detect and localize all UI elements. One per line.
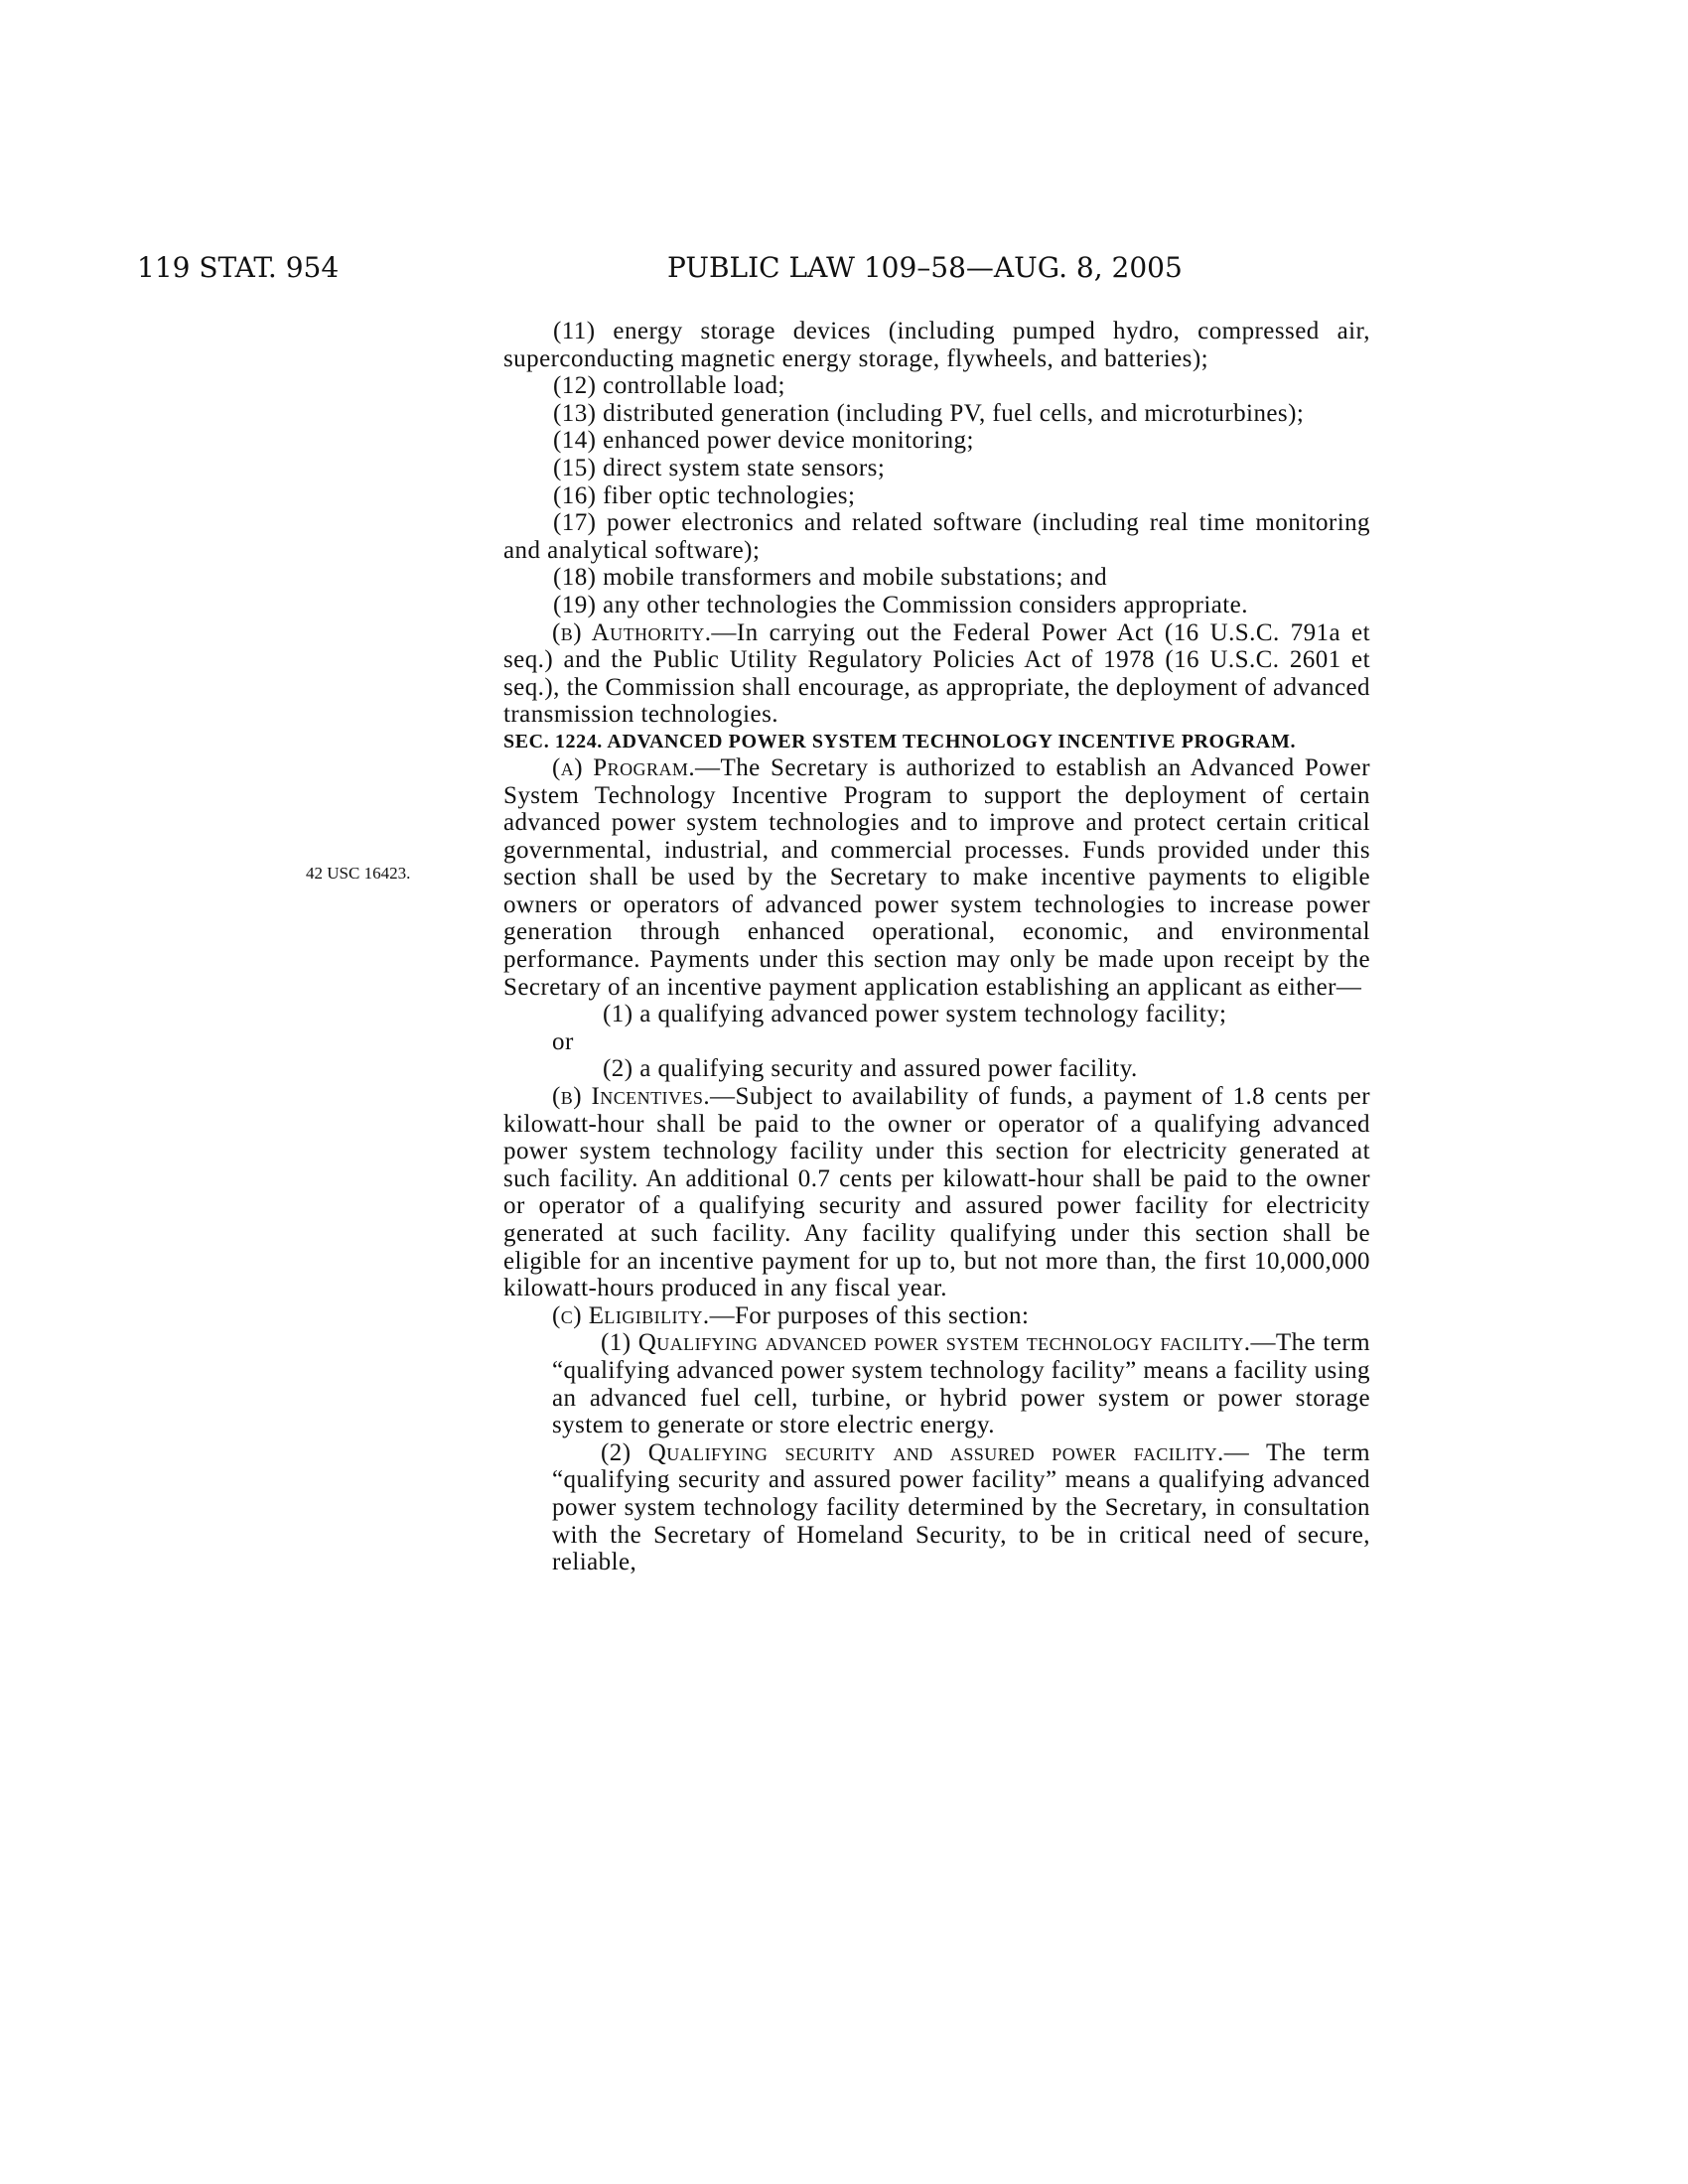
eligibility-text: —For purposes of this section: [709, 1301, 1030, 1329]
list-item-18: (18) mobile transformers and mobile substations; and [553, 564, 1108, 592]
incentives-text: —Subject to availability of funds, a payment of 1.8 cents per kilowatt-hour shall be paid to the owner or operator of a qualifying advanced power system technology facility under this section for electricity generated at such facility. An additional 0.7 cents per kilowatt-hour shall be paid to the owner or operator of a qualifying security and assured power facility for electricity generated at such facility. Any facility qualifying under this section shall be eligible for an incentive payment for up to, but not more than, the first 10,000,000 kilowatt-hours produced in any fiscal year. [503, 1083, 1370, 1302]
usc-margin-citation: 42 USC 16423. [306, 864, 411, 883]
definition-2-text: — The term “qualifying security and assured power facility” means a qualifying advanced power system technology facility determined by the Secretary, in consultation with the Secretary of Homeland Security, to be in critical need of secure, reliable, [552, 1438, 1370, 1576]
list-item-14: (14) enhanced power device monitoring; [553, 427, 974, 455]
public-law-title: PUBLIC LAW 109–58—AUG. 8, 2005 [667, 251, 1183, 284]
list-item-11: (11) energy storage devices (including pumped hydro, compressed air, superconducting magnetic energy storage, flywheels, and batteries); [503, 318, 1370, 372]
program-item-1-continuation: or [552, 1027, 574, 1055]
list-item-19: (19) any other technologies the Commission considers appropriate. [553, 591, 1248, 618]
section-heading: SEC. 1224. ADVANCED POWER SYSTEM TECHNOLOGY INCENTIVE PROGRAM. [503, 730, 1297, 752]
definition-2-paragraph [503, 1439, 1370, 1576]
statute-page-reference: 119 STAT. 954 [137, 251, 340, 284]
definition-1-label: (1) Qualifying advanced power system technology facility. [601, 1329, 1251, 1357]
authority-text: —In carrying out the Federal Power Act (16 U.S.C. 791a et seq.) and the Public Utility Regulatory Policies Act of 1978 (16 U.S.C. 2601 et seq.), the Commission shall encourage, as appropriate, the deployment of advanced transmission technologies. [503, 618, 1370, 729]
program-label: (a) Program. [552, 753, 696, 781]
program-text: —The Secretary is authorized to establish an Advanced Power System Technology Incentive Program to support the deployment of certain advanced power system technologies and to improve and protect certain critical governmental, industrial, and commercial processes. Funds provided under this section shall be used by the Secretary to make incentive payments to eligible owners or operators of advanced power system technologies to increase power generation through enhanced operational, economic, and environmental performance. Payments under this section may only be made upon receipt by the Secretary of an incentive payment application establishing an applicant as either— [503, 753, 1370, 1001]
eligibility-paragraph [503, 1302, 1370, 1330]
program-item-2: (2) a qualifying security and assured power facility. [603, 1055, 1138, 1083]
authority-paragraph [503, 619, 1370, 729]
list-item-16: (16) fiber optic technologies; [553, 481, 856, 509]
list-item-13: (13) distributed generation (including PV, fuel cells, and microturbines); [553, 399, 1305, 427]
definition-1-text: —The term “qualifying advanced power system technology facility” means a facility using an advanced fuel cell, turbine, or hybrid power system or power storage system to generate or store electric energy. [552, 1329, 1371, 1439]
definition-1-paragraph [503, 1329, 1370, 1438]
program-paragraph [503, 754, 1370, 1001]
list-item-12: (12) controllable load; [553, 372, 785, 400]
page-header [137, 248, 1370, 288]
list-item-17: (17) power electronics and related software (including real time monitoring and analytical software); [503, 509, 1370, 564]
program-item-1: (1) a qualifying advanced power system technology facility; [603, 1001, 1227, 1028]
incentives-paragraph [503, 1083, 1370, 1302]
eligibility-label: (c) Eligibility. [552, 1301, 710, 1329]
authority-label: (b) Authority. [552, 618, 712, 646]
statute-body [503, 318, 1370, 1576]
definition-2-label: (2) Qualifying security and assured power facility. [601, 1438, 1224, 1466]
incentives-label: (b) Incentives. [552, 1083, 711, 1111]
list-item-15: (15) direct system state sensors; [553, 454, 886, 481]
